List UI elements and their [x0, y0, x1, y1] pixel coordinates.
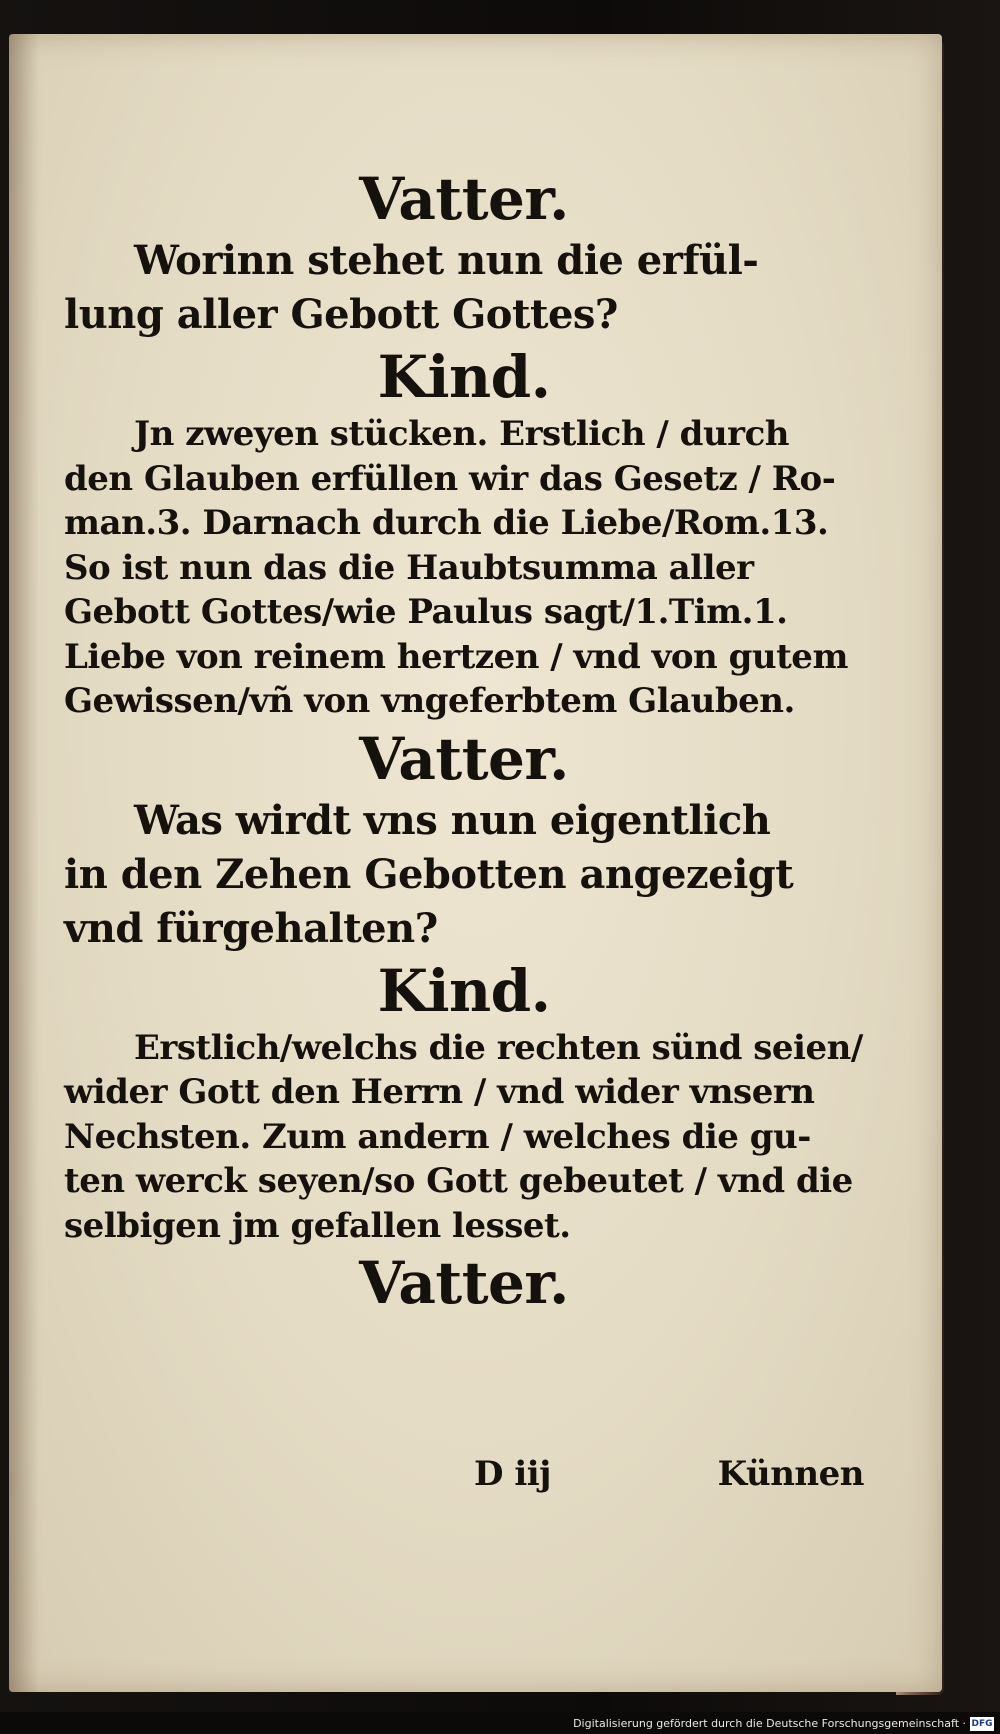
answer-1-line: Liebe von reinem hertzen / vnd von gutem — [64, 636, 848, 677]
answer-2 — [64, 1026, 864, 1249]
answer-2-line: selbigen jm gefallen lesset. — [64, 1205, 571, 1246]
answer-2-line: ten werck seyen/so Gott gebeutet / vnd die — [64, 1161, 853, 1201]
page-text — [64, 164, 864, 1318]
heading-vatter-2: Vatter. — [359, 724, 569, 793]
catchword: Künnen — [717, 1454, 864, 1494]
question-1-line: lung aller Gebott Gottes? — [64, 291, 618, 338]
dfg-logo: DFG — [971, 1719, 993, 1729]
book-page — [9, 34, 942, 1692]
answer-1-line: den Glauben erfüllen wir das Gesetz / Ro- — [64, 458, 836, 499]
signature-mark: D iij — [474, 1454, 551, 1494]
answer-1-line: So ist nun das die Haubtsumma aller — [64, 547, 754, 588]
answer-1 — [64, 412, 864, 724]
answer-1-line: man.3. Darnach durch die Liebe/Rom.13. — [64, 503, 829, 543]
question-1-line: Worinn stehet nun die erfül- — [134, 237, 759, 284]
question-2 — [64, 794, 864, 956]
question-2-line: Was wirdt vns nun eigentlich — [134, 796, 771, 844]
question-2-line: in den Zehen Gebotten angezeigt — [64, 850, 794, 898]
heading-vatter-1: Vatter. — [359, 165, 569, 233]
question-1 — [64, 234, 864, 342]
answer-1-line: Gewissen/vñ von vngeferbtem Glauben. — [64, 681, 795, 721]
answer-2-line: wider Gott den Herrn / vnd wider vnsern — [64, 1072, 815, 1112]
digitization-credit: Digitalisierung gefördert durch die Deutsche Forschungsgemeinschaft · — [573, 1717, 966, 1730]
answer-2-line: Erstlich/welchs die rechten sünd seien/ — [134, 1027, 863, 1068]
heading-kind-1: Kind. — [377, 343, 551, 411]
page-footer — [64, 1454, 864, 1514]
answer-1-line: Jn zweyen stücken. Erstlich / durch — [134, 414, 789, 454]
answer-2-line: Nechsten. Zum andern / welches die gu- — [64, 1116, 811, 1157]
answer-1-line: Gebott Gottes/wie Paulus sagt/1.Tim.1. — [64, 592, 788, 632]
heading-vatter-3: Vatter. — [359, 1249, 569, 1317]
heading-kind-2: Kind. — [377, 956, 551, 1025]
question-2-line: vnd fürgehalten? — [64, 904, 438, 952]
credit-bar — [0, 1712, 1000, 1734]
